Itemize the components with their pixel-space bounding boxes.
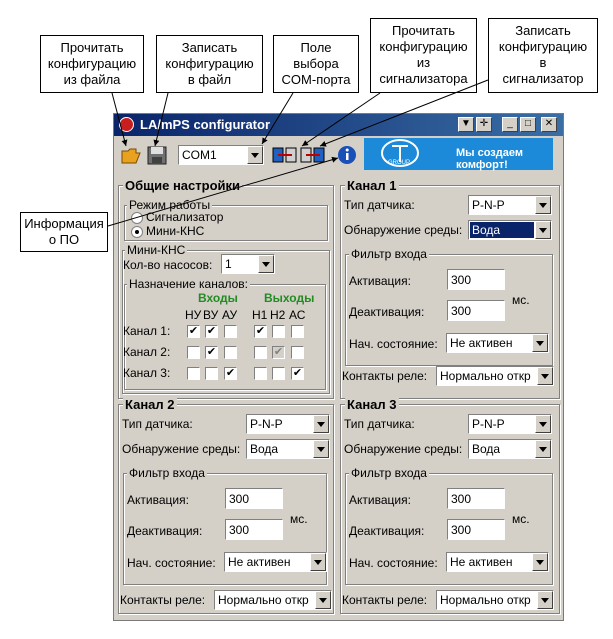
column-header: АС (289, 308, 306, 322)
detect-label: Обнаружение среды: (122, 442, 241, 456)
callout-text: сигнализатора (379, 71, 468, 86)
banner-slogan: Мы создаем комфорт! (456, 147, 523, 171)
callout-text: в (539, 55, 547, 70)
callout-text: Прочитать (60, 40, 124, 55)
column-header: НУ (185, 308, 202, 322)
relay-contacts-value: Нормально откр (440, 369, 531, 383)
channel-row-label: Канал 3: (123, 366, 171, 380)
move-button[interactable]: ✛ (476, 117, 492, 132)
callout-text: конфигурацию (379, 39, 468, 54)
initial-state-label: Нач. состояние: (127, 556, 216, 570)
sensor-type-label: Тип датчика: (344, 417, 415, 431)
initial-state-label: Нач. состояние: (349, 556, 438, 570)
activation-input[interactable]: 300 (225, 488, 283, 509)
channel-title: Канал 3 (347, 397, 397, 412)
callout-text: о ПО (48, 232, 80, 247)
channel-title: Канал 1 (347, 178, 397, 193)
pumps-value: 1 (225, 257, 232, 271)
banner-logo-text: GROUP (388, 160, 411, 166)
activation-label: Активация: (349, 493, 411, 507)
deactivation-input[interactable]: 300 (447, 519, 505, 540)
ms-unit: мс. (512, 512, 530, 526)
deactivation-label: Деактивация: (349, 305, 425, 319)
arrow-info (108, 158, 338, 226)
com-port-value: COM1 (182, 148, 217, 162)
ms-unit: мс. (512, 293, 530, 307)
callout-text: из файла (63, 72, 121, 87)
assign-checkbox[interactable]: ✔ (273, 346, 284, 358)
arrow-read-file (112, 93, 126, 146)
callout-text: из (416, 55, 431, 70)
initial-state-value: Не активен (450, 555, 513, 569)
relay-contacts-value: Нормально откр (218, 593, 309, 607)
callout-text: сигнализатор (502, 71, 584, 86)
assign-checkbox[interactable]: ✔ (206, 325, 217, 337)
sensor-type-value: P-N-P (472, 198, 505, 212)
mode-label: Режим работы (129, 198, 211, 212)
ms-unit: мс. (290, 512, 308, 526)
channel-title: Канал 2 (125, 397, 175, 412)
detect-value: Вода (472, 442, 501, 456)
assign-checkbox[interactable]: ✔ (206, 346, 217, 358)
relay-contacts-label: Контакты реле: (342, 593, 428, 607)
sensor-type-label: Тип датчика: (122, 417, 193, 431)
detect-value: Вода (470, 222, 534, 238)
input-filter-label: Фильтр входа (129, 466, 205, 480)
activation-label: Активация: (349, 274, 411, 288)
column-header: ВУ (203, 308, 219, 322)
column-header: АУ (222, 308, 238, 322)
assign-checkbox[interactable]: ✔ (292, 367, 303, 379)
mode-option-mini-kns: Мини-КНС (146, 224, 205, 238)
callout-text: COM-порта (281, 72, 351, 87)
column-header: Н2 (270, 308, 286, 322)
initial-state-value: Не активен (228, 555, 291, 569)
relay-contacts-label: Контакты реле: (120, 593, 206, 607)
callout-text: конфигурацию (498, 39, 588, 54)
input-filter-label: Фильтр входа (351, 466, 427, 480)
inputs-header: Входы (198, 291, 238, 305)
callout-text: конфигурацию (47, 56, 137, 71)
deactivation-label: Деактивация: (127, 524, 203, 538)
maximize-button[interactable]: □ (520, 117, 536, 132)
sensor-type-value: P-N-P (472, 417, 505, 431)
channel-row-label: Канал 1: (123, 324, 171, 338)
assign-checkbox[interactable]: ✔ (255, 325, 266, 337)
deactivation-input[interactable]: 300 (225, 519, 283, 540)
callout-text: Прочитать (391, 23, 456, 38)
window-title: LA/mPS configurator (140, 117, 271, 132)
activation-input[interactable]: 300 (447, 269, 505, 290)
callout-text: конфигурацию (165, 56, 254, 71)
activation-input[interactable]: 300 (447, 488, 505, 509)
initial-state-label: Нач. состояние: (349, 337, 438, 351)
detect-label: Обнаружение среды: (344, 223, 463, 237)
channels-assign-label: Назначение каналов: (129, 277, 249, 291)
assign-checkbox[interactable]: ✔ (225, 367, 236, 379)
callout-text: в файл (187, 72, 232, 87)
relay-contacts-value: Нормально откр (440, 593, 531, 607)
assign-checkbox[interactable]: ✔ (188, 325, 199, 337)
detect-value: Вода (250, 442, 279, 456)
detect-label: Обнаружение среды: (344, 442, 463, 456)
pumps-label: Кол-во насосов: (123, 258, 213, 272)
channel-row-label: Канал 2: (123, 345, 171, 359)
input-filter-label: Фильтр входа (351, 247, 427, 261)
arrow-write-device (320, 80, 488, 146)
outputs-header: Выходы (264, 291, 315, 305)
initial-state-value: Не активен (450, 336, 513, 350)
deactivation-label: Деактивация: (349, 524, 425, 538)
deactivation-input[interactable]: 300 (447, 300, 505, 321)
activation-label: Активация: (127, 493, 189, 507)
mode-option-signalizer: Сигнализатор (146, 210, 224, 224)
close-button[interactable]: ✕ (541, 117, 557, 132)
arrow-com-port (262, 93, 293, 144)
relay-contacts-label: Контакты реле: (342, 369, 428, 383)
callout-text: Поле (300, 40, 332, 55)
column-header: Н1 (252, 308, 268, 322)
minimize-button[interactable]: _ (502, 117, 518, 132)
mini-kns-label: Мини-КНС (127, 243, 186, 257)
general-settings-title: Общие настройки (125, 178, 240, 193)
arrow-write-file (155, 93, 168, 146)
sensor-type-label: Тип датчика: (344, 198, 415, 212)
sensor-type-value: P-N-P (250, 417, 283, 431)
callout-text: Записать (515, 23, 571, 38)
callout-text: выбора (293, 56, 339, 71)
help-button[interactable]: ▼ (458, 117, 474, 132)
callout-text: Информация (24, 216, 104, 231)
callout-text: Записать (181, 40, 238, 55)
